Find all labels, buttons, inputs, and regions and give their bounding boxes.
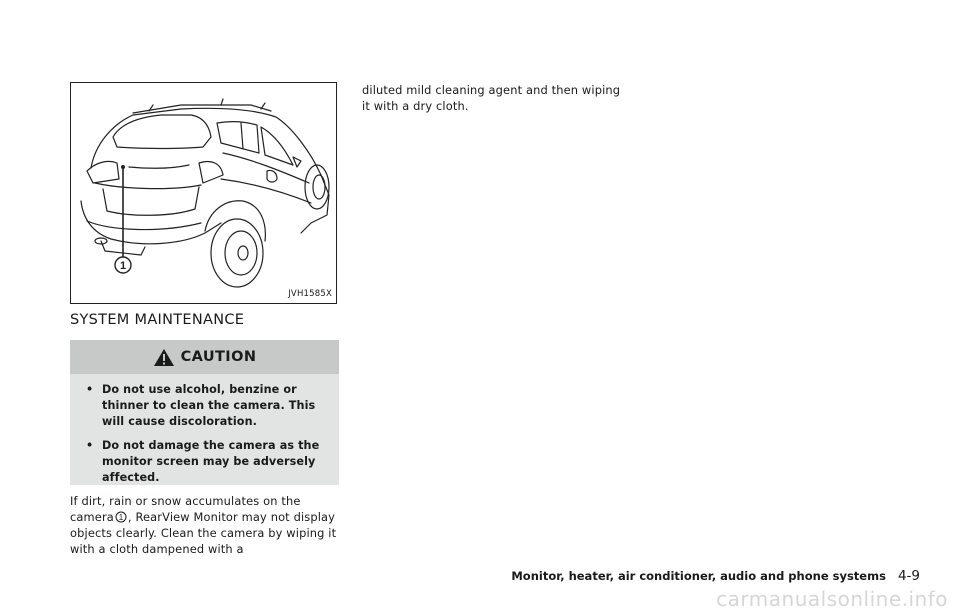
caution-item bbox=[70, 438, 339, 486]
camera-callout-number: 1 bbox=[119, 260, 127, 272]
warning-triangle-icon bbox=[153, 348, 175, 367]
bullet-icon: • bbox=[86, 383, 94, 396]
body-text-part: If dirt, rain or snow accumulates on the camera bbox=[70, 494, 301, 524]
section-title: SYSTEM MAINTENANCE bbox=[70, 312, 245, 328]
caution-item bbox=[70, 382, 339, 430]
page-footer bbox=[511, 568, 920, 584]
caution-heading: CAUTION bbox=[180, 349, 257, 365]
caution-item-text: Do not use alcohol, benzine or thinner to clean the camera. This will cause discoloration. bbox=[102, 383, 316, 428]
footer-chapter-title: Monitor, heater, air conditioner, audio and phone systems bbox=[511, 569, 886, 583]
caution-header bbox=[70, 340, 339, 374]
body-paragraph-right: diluted mild cleaning agent and then wiping it with a dry cloth. bbox=[362, 83, 621, 113]
suv-rear-camera-illustration bbox=[71, 83, 335, 302]
body-text-part: , RearView Monitor may not display objects clearly. Clean the camera by wiping it with a cloth dampened with a bbox=[70, 510, 337, 556]
circled-one-number: 1 bbox=[118, 513, 124, 522]
watermark: carmanualsonline.info bbox=[716, 587, 948, 611]
circled-one-icon bbox=[115, 511, 127, 523]
page-number: 4-9 bbox=[897, 568, 920, 584]
vehicle-illustration-figure bbox=[70, 82, 337, 304]
bullet-icon: • bbox=[86, 439, 94, 452]
caution-list bbox=[70, 382, 339, 494]
figure-code: JVH1585X bbox=[288, 289, 332, 299]
body-paragraph-left bbox=[70, 493, 339, 557]
caution-box bbox=[70, 340, 339, 485]
caution-item-text: Do not damage the camera as the monitor screen may be adversely affected. bbox=[102, 439, 320, 484]
